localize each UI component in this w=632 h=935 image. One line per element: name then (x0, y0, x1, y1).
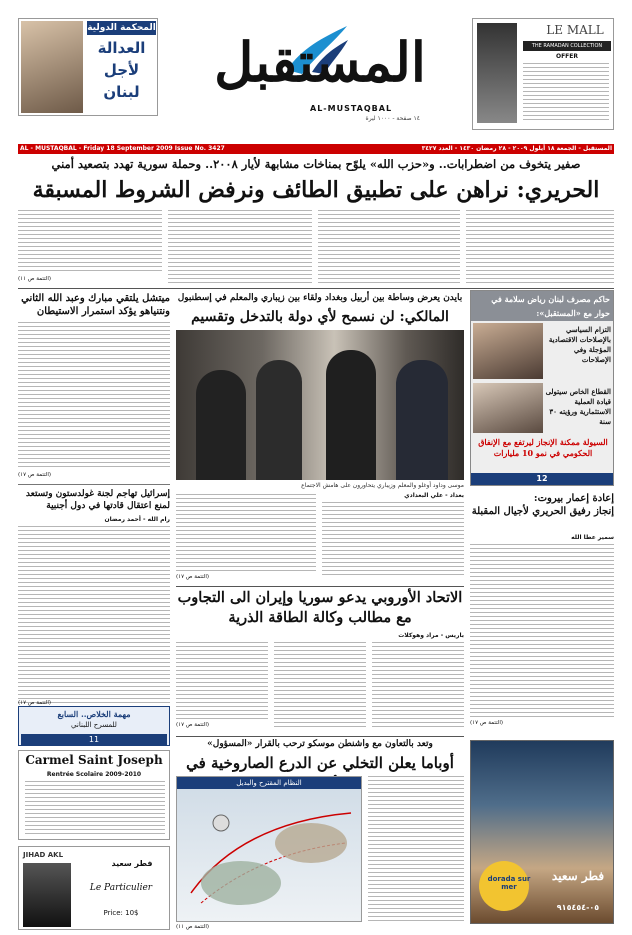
iraq-headline[interactable]: المالكي: لن نسمح لأي دولة بالتدخل وتقسيم (191, 309, 449, 325)
iraq-photo-caption: موسى وداود أوغلو والمعلم وزيباري يتحاورون على هامش الاجتماع (301, 482, 464, 489)
ad-brand: LE MALL (546, 23, 604, 37)
left-headline-2[interactable]: إسرائيل تهاجم لجنة غولدستون وتستعد لمنع اعتقال قادتها في دول أجنبية (25, 489, 170, 511)
book-page: 11 (21, 734, 167, 745)
governor-photo-2 (473, 383, 543, 433)
missile-kicker-b: موسكو ترحب بالقرار «المسؤول» (207, 739, 335, 749)
resort-name: dorada sur mer (487, 875, 531, 891)
governor-item: التزام السياسي بالإصلاحات الاقتصادية المؤجلة وفي الإصلاحات (548, 325, 611, 364)
ad-model-photo (477, 23, 517, 123)
governor-item: القطاع الخاص سيتولى قيادة العملية الاستثمارية ورؤيته ٣٠ سنة (545, 387, 611, 426)
lead-body-col (466, 210, 614, 284)
iraq-body-col (322, 502, 464, 578)
lead-body-col (318, 210, 460, 284)
beirut-continued: (التتمة ص ١٧) (470, 720, 504, 726)
dateline-ar: المستقبل - الجمعة ١٨ أيلول ٢٠٠٩ - ٢٨ رمضان ١٤٣٠ - العدد ٣٤٢٧ (421, 145, 612, 152)
beirut-body (470, 544, 614, 720)
eu-body-col (372, 642, 464, 730)
tribunal-portrait (21, 21, 83, 113)
tribunal-text: العدالة لأجل لبنان (97, 39, 146, 101)
graphic-title: النظام المقترح والبديل (177, 777, 361, 789)
lead-kicker[interactable]: صفير يتخوف من اضطرابات.. و«حزب الله» يلوّح بمناخات مشابهة لأيار ٢٠٠٨.. وحملة سورية تهدد بتصعيد أمني (51, 157, 581, 171)
tribunal-box (18, 18, 158, 116)
music-ad[interactable] (18, 846, 170, 930)
person-silhouette (196, 370, 246, 480)
book-ad[interactable] (18, 706, 170, 746)
person-silhouette (396, 360, 448, 480)
school-text-lines (25, 781, 165, 837)
lead-headline[interactable]: الحريري: نراهن على تطبيق الطائف ونرفض الشروط المسبقة (32, 177, 600, 203)
school-line: Rentrée Scolaire 2009-2010 (46, 771, 142, 778)
beirut-headline[interactable]: إنجاز رفيق الحريري لأجيال المقبلة (471, 506, 614, 517)
eu-body-col (274, 642, 366, 730)
missile-continued: (التتمة ص ١١) (176, 924, 210, 930)
school-ad[interactable] (18, 750, 170, 840)
missile-headline[interactable]: أوباما يعلن التخلي عن الدرع الصاروخية في (186, 754, 454, 772)
resort-ad[interactable] (470, 740, 614, 924)
iraq-byline: بغداد - علي البغدادي (404, 492, 464, 499)
book-title: مهمة الخلاص.. السابع (57, 709, 131, 719)
divider (18, 288, 614, 289)
musician-name: JIHAD AKL (23, 851, 64, 859)
missile-body-col (368, 776, 464, 924)
logo-latin: AL-MUSTAQBAL (310, 104, 393, 113)
eu-body-col (176, 642, 268, 722)
resort-greeting: فطر سعيد (551, 869, 605, 883)
governor-photo (473, 323, 543, 379)
dateline-en: AL - MUSTAQBAL - Friday 18 September 2009 Issue No. 3427 (20, 145, 225, 152)
governor-box-header: حاكم مصرف لبنان رياض سلامة في حوار مع «المستقبل»: (471, 291, 613, 321)
album-price: Price: 10$ (103, 909, 139, 917)
missile-kicker[interactable] (176, 738, 464, 751)
iraq-body-col (176, 494, 316, 572)
person-silhouette (256, 360, 302, 480)
left-body (18, 322, 170, 470)
left-continued-2: (التتمة ص ١٧) (18, 700, 52, 706)
eu-continued: (التتمة ص ١٧) (176, 722, 210, 728)
book-sub: للمسرح اللبناني (71, 721, 117, 729)
resort-phone: ٠٥-٩١٥٤٥٤ (556, 903, 600, 912)
divider (176, 736, 464, 737)
missile-kicker-a: وتعد بالتعاون مع واشنطن (337, 739, 433, 749)
eu-headline[interactable]: الاتحاد الأوروبي يدعو سوريا وإيران الى التجاوب مع مطالب وكالة الطاقة الذرية (177, 589, 463, 626)
left-byline-2: رام الله - أحمد رمضان (104, 516, 170, 523)
lead-body-col (18, 210, 162, 274)
missile-map-icon (181, 793, 357, 917)
iraq-continued: (التتمة ص ١٧) (176, 574, 210, 580)
musician-photo (23, 863, 71, 927)
ad-offer: OFFER (555, 53, 579, 60)
governor-box-page: 12 (471, 473, 613, 485)
ad-text-lines (523, 63, 609, 123)
tribunal-label: المحكمة الدولية (87, 23, 156, 33)
price-strip: ١٤ صفحة - ١٠٠٠ ليرة (365, 115, 420, 122)
mall-ad[interactable] (472, 18, 614, 130)
iraq-kicker[interactable]: بايدن يعرض وساطة بين أربيل وبغداد ولقاء بين زيباري والمعلم في إسطنبول (177, 293, 463, 303)
eu-byline: باريس - مراد وهوكلات (398, 632, 464, 639)
album-title: Le Particulier (89, 883, 153, 893)
iraq-photo[interactable] (176, 330, 464, 480)
ad-sub: THE RAMADAN COLLECTION (523, 41, 611, 51)
beirut-kicker[interactable]: إعادة إعمار بيروت: (533, 493, 614, 504)
ramadan-greeting-ad: فطر سعيد (111, 859, 153, 868)
school-name: Carmel Saint Joseph (25, 753, 163, 767)
governor-box[interactable] (470, 290, 614, 486)
lead-body-col (168, 210, 312, 284)
logo[interactable]: المستقبل (214, 30, 426, 94)
lead-continued: (التتمة ص ١١) (18, 276, 52, 282)
divider (176, 586, 464, 587)
left-continued: (التتمة ص ١٧) (18, 472, 52, 478)
left-headline[interactable]: ميتشل يلتقي مبارك وعبد الله الثاني ونتنياهو يؤكد استمرار الاستيطان (21, 293, 170, 317)
divider (18, 484, 170, 485)
missile-graphic[interactable] (176, 776, 362, 922)
beirut-byline: سمير عطا الله (571, 534, 614, 541)
person-silhouette (326, 350, 376, 480)
left-body-2 (18, 526, 170, 706)
governor-item: السيولة ممكنة الإنجاز ليرتفع مع الإنفاق الحكومي في نمو 10 مليارات (478, 437, 608, 458)
